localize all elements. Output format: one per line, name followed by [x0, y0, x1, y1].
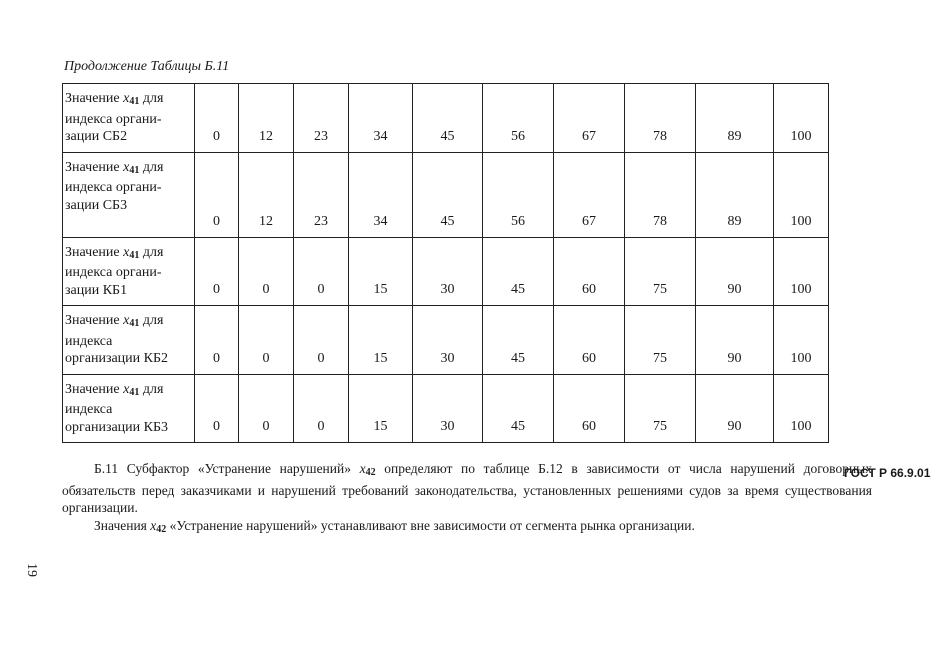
table-cell: 56 [483, 84, 554, 153]
table-cell: 45 [483, 237, 554, 306]
table-cell: 0 [239, 237, 294, 306]
table-cell: 23 [294, 152, 349, 237]
body-text [62, 460, 872, 538]
table-cell: 67 [554, 84, 625, 153]
gost-label: ГОСТ Р 66.9.01 [844, 466, 931, 480]
table-cell: 45 [413, 152, 483, 237]
table-cell: 0 [195, 306, 239, 375]
table-row [63, 306, 829, 375]
table-cell: 75 [625, 306, 696, 375]
table-cell: 23 [294, 84, 349, 153]
table-row [63, 84, 829, 153]
table-cell: 0 [294, 374, 349, 443]
table-cell: 75 [625, 237, 696, 306]
table-row [63, 374, 829, 443]
table-cell: 67 [554, 152, 625, 237]
row-label: Значение $x_{41}$ для индекса органи- зации СБ3 [63, 152, 195, 237]
table-cell: 12 [239, 152, 294, 237]
table-cell: 89 [696, 84, 774, 153]
table-caption: Продолжение Таблицы Б.11 [64, 59, 230, 74]
table-cell: 0 [195, 374, 239, 443]
table-cell: 30 [413, 237, 483, 306]
table-cell: 60 [554, 374, 625, 443]
table-cell: 100 [774, 374, 829, 443]
row-label: Значение $x_{41}$ для индекса органи- зации СБ2 [63, 84, 195, 153]
table-cell: 15 [349, 374, 413, 443]
table-cell: 90 [696, 374, 774, 443]
table-cell: 15 [349, 237, 413, 306]
table-cell: 60 [554, 237, 625, 306]
table-cell: 12 [239, 84, 294, 153]
table-cell: 56 [483, 152, 554, 237]
table-row [63, 237, 829, 306]
data-table [62, 83, 829, 443]
page-number: 19 [24, 563, 39, 577]
table-row [63, 152, 829, 237]
table-cell: 0 [195, 152, 239, 237]
table-cell: 78 [625, 84, 696, 153]
table-cell: 0 [195, 237, 239, 306]
table-cell: 100 [774, 84, 829, 153]
table-cell: 0 [195, 84, 239, 153]
table-cell: 90 [696, 237, 774, 306]
table-cell: 45 [413, 84, 483, 153]
table-cell: 90 [696, 306, 774, 375]
table-cell: 30 [413, 306, 483, 375]
table-cell: 34 [349, 152, 413, 237]
table-cell: 0 [239, 306, 294, 375]
paragraph-2: Значения $x_{42}$ «Устранение нарушений» устанавливают вне зависимости от сегмента рынка организации. [94, 517, 695, 535]
table-cell: 89 [696, 152, 774, 237]
table-cell: 45 [483, 374, 554, 443]
table-cell: 100 [774, 152, 829, 237]
table-cell: 100 [774, 306, 829, 375]
row-label: Значение $x_{41}$ для индекса организации КБ3 [63, 374, 195, 443]
table-cell: 78 [625, 152, 696, 237]
table-cell: 30 [413, 374, 483, 443]
table-cell: 0 [239, 374, 294, 443]
table-cell: 75 [625, 374, 696, 443]
table-cell: 0 [294, 306, 349, 375]
table-cell: 45 [483, 306, 554, 375]
row-label: Значение $x_{41}$ для индекса организации КБ2 [63, 306, 195, 375]
table-cell: 15 [349, 306, 413, 375]
table-cell: 34 [349, 84, 413, 153]
table-cell: 0 [294, 237, 349, 306]
row-label: Значение $x_{41}$ для индекса органи- зации КБ1 [63, 237, 195, 306]
paragraph-1: Б.11 Субфактор «Устранение нарушений» $x_{42}$ определяют по таблице Б.12 в зависимости от числа нарушений договорных обязательств перед заказчиками и нарушений требований законодательства, установленных решениями судов за время существования организации. [62, 461, 872, 515]
table-cell: 60 [554, 306, 625, 375]
table-cell: 100 [774, 237, 829, 306]
